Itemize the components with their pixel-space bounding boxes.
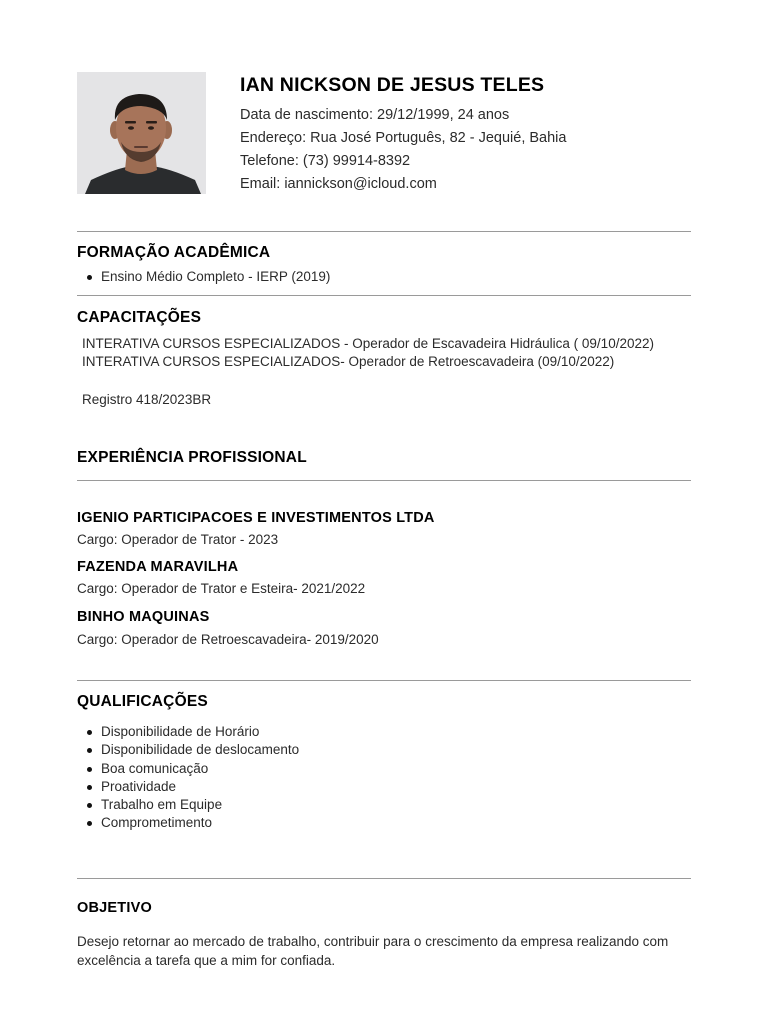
job-role: Cargo: Operador de Retroescavadeira- 2019/2020 (77, 632, 379, 647)
job-company: IGENIO PARTICIPACOES E INVESTIMENTOS LTDA (77, 510, 435, 526)
list-item: Proatividade (77, 778, 299, 796)
list-item: Ensino Médio Completo - IERP (2019) (77, 268, 330, 286)
job-role: Cargo: Operador de Trator e Esteira- 2021/2022 (77, 581, 366, 596)
training-title: CAPACITAÇÕES (77, 309, 202, 326)
objective-title: OBJETIVO (77, 900, 152, 916)
list-item: Disponibilidade de deslocamento (77, 741, 299, 759)
list-item: Trabalho em Equipe (77, 796, 299, 814)
education-title: FORMAÇÃO ACADÊMICA (77, 244, 271, 261)
profile-photo (77, 72, 206, 194)
divider (77, 878, 691, 879)
list-item: Boa comunicação (77, 760, 299, 778)
address: Endereço: Rua José Português, 82 - Jequié, Bahia (240, 130, 567, 146)
experience-title: EXPERIÊNCIA PROFISSIONAL (77, 449, 307, 466)
objective-text: Desejo retornar ao mercado de trabalho, contribuir para o crescimento da empresa realizando com excelência a tarefa que a mim for confiada. (77, 934, 669, 968)
job-role: Cargo: Operador de Trator - 2023 (77, 532, 279, 547)
job-company: BINHO MAQUINAS (77, 609, 210, 625)
resume-header (77, 72, 691, 196)
divider (77, 231, 691, 232)
education-list (77, 268, 330, 286)
qualifications-list (77, 723, 299, 833)
candidate-name: IAN NICKSON DE JESUS TELES (240, 74, 545, 96)
job-company: FAZENDA MARAVILHA (77, 559, 239, 575)
registry: Registro 418/2023BR (82, 392, 212, 407)
list-item: Comprometimento (77, 814, 299, 832)
divider (77, 680, 691, 681)
email: Email: iannickson@icloud.com (240, 176, 437, 192)
divider (77, 480, 691, 481)
list-item: Disponibilidade de Horário (77, 723, 299, 741)
phone: Telefone: (73) 99914-8392 (240, 153, 411, 169)
training-line: INTERATIVA CURSOS ESPECIALIZADOS- Operador de Retroescavadeira (09/10/2022) (82, 354, 615, 369)
training-line: INTERATIVA CURSOS ESPECIALIZADOS - Operador de Escavadeira Hidráulica ( 09/10/2022) (82, 336, 654, 351)
qualifications-title: QUALIFICAÇÕES (77, 693, 208, 710)
contact-info (240, 72, 690, 196)
divider (77, 295, 691, 296)
birth-date: Data de nascimento: 29/12/1999, 24 anos (240, 107, 510, 123)
